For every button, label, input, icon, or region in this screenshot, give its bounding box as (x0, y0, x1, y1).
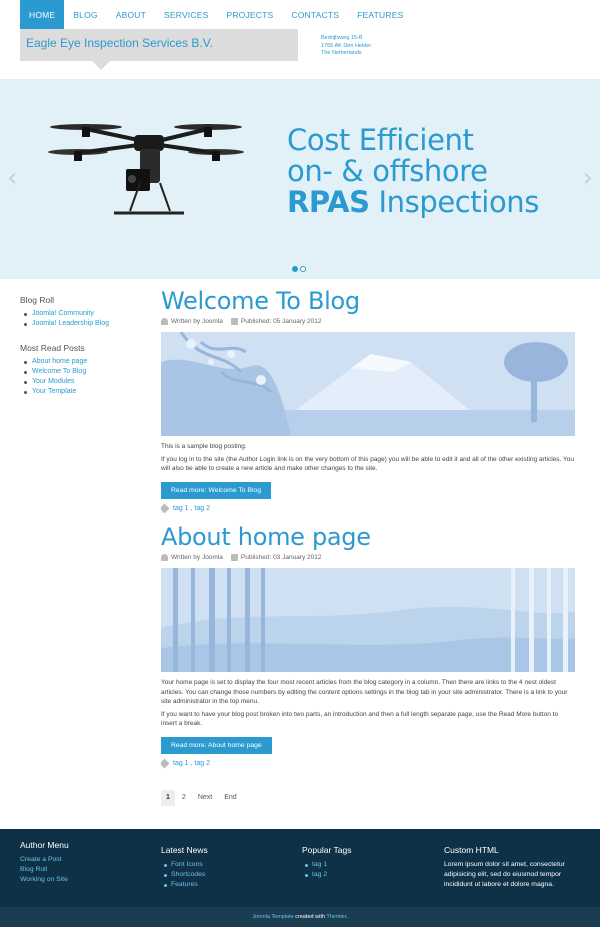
post-tags-links[interactable]: tag 1 , tag 2 (173, 759, 210, 767)
post-body (161, 442, 575, 474)
nav-projects[interactable]: PROJECTS (226, 10, 274, 20)
pagination (161, 790, 242, 806)
copyright-middle: created with (293, 914, 327, 920)
user-icon (161, 554, 168, 561)
copyright-end: . (346, 914, 348, 920)
site-title[interactable]: Eagle Eye Inspection Services B.V. (26, 36, 213, 50)
calendar-icon (231, 554, 238, 561)
footer-link[interactable]: Create a Post (20, 856, 62, 863)
themler-link[interactable]: Themler (326, 914, 347, 920)
read-more-button[interactable]: Read more: Welcome To Blog (161, 482, 271, 499)
blog-post (161, 523, 575, 767)
post-paragraph: If you log in to the site (the Author Login link is on the very bottom of this page) you will be able to edit it and all of the other existing articles. You will also be able to create a new article and make other changes to the site. (161, 455, 574, 472)
main-nav (20, 0, 412, 29)
footer-link[interactable]: tag 2 (302, 870, 351, 880)
post-meta (161, 317, 575, 327)
slider-next-arrow[interactable]: › (582, 163, 593, 193)
nav-blog[interactable]: BLOG (73, 10, 98, 20)
post-image-bamboo (161, 568, 575, 672)
page-next[interactable]: Next (197, 794, 213, 801)
post-author (161, 318, 223, 325)
post-paragraph: This is a sample blog posting. (161, 443, 247, 450)
slider-line-3-rest: Inspections (369, 185, 539, 219)
post-tags (161, 505, 575, 512)
tag-icon (160, 758, 170, 768)
footer-link[interactable]: Font Icons (161, 860, 208, 870)
most-read-item[interactable]: Your Modules (24, 377, 145, 387)
slider-dot-2[interactable] (300, 266, 306, 272)
footer-popular-tags (302, 845, 351, 880)
post-paragraph: Your home page is set to display the four most recent articles from the blog category in a column. Then there are links to the 4 nest oldest articles. You can change those numbers by editing the content options settings in the blog tab in your site administrator. There is a link to your site administrator in the top menu. (161, 679, 568, 705)
footer-link[interactable]: Shortcodes (161, 870, 208, 880)
most-read-item[interactable]: Welcome To Blog (24, 367, 145, 377)
post-date-text: Published: 05 January 2012 (240, 318, 322, 326)
post-title[interactable]: Welcome To Blog (161, 287, 360, 315)
slider-prev-arrow[interactable]: ‹ (7, 163, 18, 193)
blog-roll-item[interactable]: Joomla! Leadership Blog (24, 319, 145, 329)
drone-image (48, 119, 248, 219)
post-paragraph: If you want to have your blog post broken into two parts, an introduction and then a full length separate page, use the Read More button to insert a break. (161, 710, 559, 727)
post-date (231, 554, 322, 561)
post-body (161, 678, 575, 729)
footer-custom-html (444, 845, 584, 890)
blog-roll-title: Blog Roll (20, 295, 55, 305)
post-author (161, 554, 223, 561)
address-line: The Netherlands (321, 50, 362, 56)
most-read-title: Most Read Posts (20, 343, 85, 353)
post-title[interactable]: About home page (161, 523, 371, 551)
most-read-item[interactable]: About home page (24, 357, 145, 367)
footer-link[interactable]: Working on Site (20, 876, 68, 883)
footer-latest-news (161, 845, 208, 890)
blog-roll-list (20, 309, 145, 329)
footer (0, 829, 600, 907)
post-tags (161, 760, 575, 767)
slider-line-3-bold: RPAS (287, 185, 370, 219)
post-date-text: Published: 03 January 2012 (240, 554, 322, 562)
hero-slider (0, 79, 600, 279)
footer-col-title: Latest News (161, 845, 208, 855)
title-pointer (92, 61, 110, 70)
tag-icon (160, 503, 170, 513)
sidebar (20, 295, 145, 411)
footer-link[interactable]: Features (161, 880, 208, 890)
blog-post (161, 287, 575, 512)
nav-services[interactable]: SERVICES (164, 10, 209, 20)
nav-contacts[interactable]: CONTACTS (291, 10, 340, 20)
page-link[interactable]: 2 (181, 794, 186, 801)
footer-col-title: Custom HTML (444, 845, 499, 855)
post-date (231, 318, 322, 325)
address-line: Bedrijfsweg 15-B (321, 35, 363, 41)
slider-dots (292, 266, 306, 272)
address-line: 1765 AK Den Helder (321, 42, 372, 49)
slider-headline (287, 125, 539, 218)
slider-dot-1[interactable] (292, 266, 298, 272)
footer-custom-text: Lorem ipsum dolor sit amet, consectetur adipisicing elit, sed do eiusmod tempor incididunt ut labore et dolore magna. (444, 861, 565, 888)
post-author-text: Written by Joomla (171, 554, 223, 562)
user-icon (161, 318, 168, 325)
calendar-icon (231, 318, 238, 325)
footer-author-menu (20, 840, 69, 885)
post-meta (161, 553, 575, 563)
page-current: 1 (161, 790, 175, 806)
slider-line-3 (287, 187, 539, 218)
post-image-blossom-mountain (161, 332, 575, 436)
joomla-template-link[interactable]: Joomla Template (252, 914, 294, 920)
most-read-list (20, 357, 145, 397)
blog-roll-item[interactable]: Joomla! Community (24, 309, 145, 319)
copyright-bar (0, 907, 600, 927)
footer-link[interactable]: tag 1 (302, 860, 351, 870)
post-author-text: Written by Joomla (171, 318, 223, 326)
post-tags-links[interactable]: tag 1 , tag 2 (173, 504, 210, 512)
nav-about[interactable]: ABOUT (115, 10, 147, 20)
company-address (321, 35, 371, 58)
nav-home[interactable]: HOME (20, 0, 64, 29)
site-title-box (20, 29, 298, 61)
most-read-item[interactable]: Your Template (24, 387, 145, 397)
read-more-button[interactable]: Read more: About home page (161, 737, 272, 754)
footer-col-title: Author Menu (20, 840, 69, 850)
page-end[interactable]: End (224, 794, 237, 801)
slider-line-1: Cost Efficient (287, 123, 474, 157)
nav-features[interactable]: FEATURES (357, 10, 404, 20)
footer-link[interactable]: Blog Roll (20, 866, 48, 873)
slider-line-2: on- & offshore (287, 154, 488, 188)
footer-col-title: Popular Tags (302, 845, 352, 855)
